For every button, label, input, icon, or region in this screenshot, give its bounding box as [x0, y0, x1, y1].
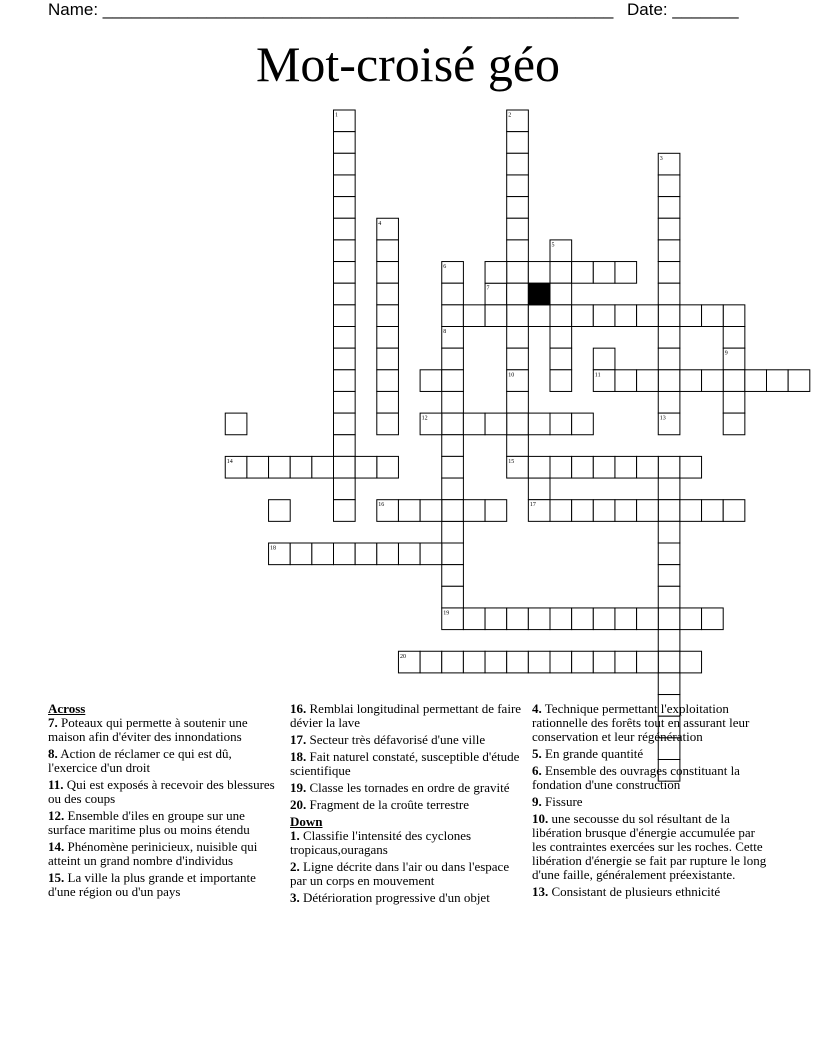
clue-item	[290, 860, 522, 888]
clue-item	[532, 885, 772, 899]
grid-cell[interactable]	[334, 413, 356, 435]
clue-number: 15.	[48, 870, 65, 885]
grid-cell[interactable]	[290, 543, 312, 565]
grid-cell[interactable]	[615, 262, 637, 284]
grid-cell[interactable]	[658, 262, 680, 284]
grid-cell[interactable]	[550, 413, 572, 435]
clue-text: Ensemble d'iles en groupe sur une surface maritime plus ou moins étendu	[48, 808, 250, 837]
clue-item	[48, 809, 280, 837]
grid-cell[interactable]	[658, 175, 680, 197]
grid-cell[interactable]	[377, 543, 399, 565]
grid-cell[interactable]	[334, 478, 356, 500]
grid-cell[interactable]	[593, 608, 615, 630]
grid-cell[interactable]	[334, 500, 356, 522]
grid-cell[interactable]	[658, 651, 680, 673]
grid-cell[interactable]	[658, 478, 680, 500]
clue-item	[48, 747, 280, 775]
grid-cell[interactable]	[377, 305, 399, 327]
grid-cell-number: 4	[378, 220, 382, 227]
clue-text: Secteur très défavorisé d'une ville	[309, 732, 486, 747]
grid-cell[interactable]	[442, 305, 464, 327]
grid-cell[interactable]	[528, 608, 550, 630]
grid-cell[interactable]	[507, 240, 529, 262]
grid-cell[interactable]	[615, 456, 637, 478]
grid-cell[interactable]	[442, 478, 464, 500]
grid-cell[interactable]	[593, 500, 615, 522]
grid-cell[interactable]	[550, 262, 572, 284]
grid-cell[interactable]	[658, 240, 680, 262]
grid-cell[interactable]	[658, 586, 680, 608]
date-field[interactable]: Date: _______	[627, 0, 739, 19]
grid-cell[interactable]	[442, 348, 464, 370]
grid-cell[interactable]	[485, 262, 507, 284]
grid-cell[interactable]	[572, 413, 594, 435]
grid-cell[interactable]	[615, 370, 637, 392]
grid-cell[interactable]	[442, 586, 464, 608]
grid-cell[interactable]	[550, 327, 572, 349]
clue-item	[532, 702, 772, 744]
clue-number: 18.	[290, 749, 307, 764]
grid-cell-number: 1	[335, 112, 338, 119]
grid-cell[interactable]	[615, 500, 637, 522]
clue-item	[290, 798, 522, 812]
grid-cell[interactable]	[507, 262, 529, 284]
clue-number: 1.	[290, 828, 300, 843]
grid-cell-number: 6	[443, 264, 447, 271]
grid-cell[interactable]	[658, 500, 680, 522]
grid-cell-number: 7	[486, 285, 490, 292]
grid-cell[interactable]	[442, 370, 464, 392]
grid-cell[interactable]	[593, 651, 615, 673]
clue-item	[290, 702, 522, 730]
clue-text: Qui est exposés à recevoir des blessures ou des coups	[48, 777, 275, 806]
clue-number: 10.	[532, 811, 549, 826]
grid-cell[interactable]	[507, 283, 529, 305]
grid-cell[interactable]	[507, 348, 529, 370]
clues-column-1	[48, 702, 280, 902]
grid-cell[interactable]	[788, 370, 810, 392]
grid-cell[interactable]	[528, 478, 550, 500]
grid-cell[interactable]	[658, 391, 680, 413]
clue-text: Fissure	[545, 794, 583, 809]
grid-cell[interactable]	[377, 370, 399, 392]
grid-cell[interactable]	[442, 543, 464, 565]
grid-cell[interactable]	[334, 175, 356, 197]
clue-text: Classe les tornades en ordre de gravité	[309, 780, 510, 795]
grid-cell[interactable]	[485, 608, 507, 630]
grid-cell-number: 20	[399, 653, 406, 660]
clue-number: 4.	[532, 701, 542, 716]
grid-cell[interactable]	[550, 348, 572, 370]
grid-cell-number: 18	[270, 545, 277, 552]
grid-cell[interactable]	[528, 651, 550, 673]
clue-item	[290, 733, 522, 747]
grid-cell[interactable]	[593, 348, 615, 370]
grid-cell[interactable]	[463, 413, 485, 435]
clue-number: 14.	[48, 839, 65, 854]
grid-cell-number: 9	[724, 350, 728, 357]
grid-cell[interactable]	[420, 651, 442, 673]
grid-cell-number: 11	[594, 372, 601, 379]
grid-cell[interactable]	[658, 565, 680, 587]
grid-cell[interactable]	[334, 327, 356, 349]
clue-item	[290, 750, 522, 778]
clue-text: Fait naturel constaté, susceptible d'étude scientifique	[290, 749, 520, 778]
across-heading: Across	[48, 701, 86, 716]
grid-cell[interactable]	[377, 391, 399, 413]
clue-text: Remblai longitudinal permettant de faire dévier la lave	[290, 701, 522, 730]
grid-cell[interactable]	[334, 435, 356, 457]
grid-cell[interactable]	[442, 283, 464, 305]
clue-item	[48, 840, 280, 868]
grid-cell[interactable]	[312, 456, 334, 478]
grid-cell[interactable]	[528, 305, 550, 327]
clue-item	[532, 747, 772, 761]
clue-number: 11.	[48, 777, 64, 792]
clue-item	[532, 812, 772, 882]
grid-cell[interactable]	[615, 651, 637, 673]
grid-cell-number: 12	[421, 415, 428, 422]
clue-item	[290, 829, 522, 857]
grid-cell[interactable]	[658, 543, 680, 565]
grid-cell[interactable]	[572, 651, 594, 673]
grid-cell[interactable]	[615, 305, 637, 327]
grid-cell[interactable]	[680, 651, 702, 673]
grid-cell-black	[528, 283, 550, 305]
grid-cell[interactable]	[572, 608, 594, 630]
clue-number: 13.	[532, 884, 549, 899]
clue-number: 16.	[290, 701, 307, 716]
grid-cell[interactable]	[334, 240, 356, 262]
grid-cell[interactable]	[442, 456, 464, 478]
grid-cell[interactable]	[658, 283, 680, 305]
clue-number: 17.	[290, 732, 307, 747]
grid-cell[interactable]	[334, 456, 356, 478]
clue-item	[48, 871, 280, 899]
grid-cell[interactable]	[593, 456, 615, 478]
grid-cell-number: 5	[551, 242, 555, 249]
grid-cell[interactable]	[442, 413, 464, 435]
grid-cell[interactable]	[658, 197, 680, 219]
grid-cell[interactable]	[442, 565, 464, 587]
grid-cell[interactable]	[615, 608, 637, 630]
grid-cell[interactable]	[507, 175, 529, 197]
clue-number: 9.	[532, 794, 542, 809]
grid-cell[interactable]	[355, 543, 377, 565]
grid-cell-number: 14	[226, 458, 233, 465]
clue-number: 8.	[48, 746, 58, 761]
grid-cell[interactable]	[572, 456, 594, 478]
grid-cell[interactable]	[442, 651, 464, 673]
grid-cell[interactable]	[658, 456, 680, 478]
grid-cell[interactable]	[723, 370, 745, 392]
grid-cell[interactable]	[658, 630, 680, 652]
grid-cell[interactable]	[225, 413, 247, 435]
clue-item	[532, 764, 772, 792]
grid-cell-number: 16	[378, 502, 385, 509]
clue-number: 19.	[290, 780, 307, 795]
grid-cell[interactable]	[507, 413, 529, 435]
grid-cell[interactable]	[528, 413, 550, 435]
grid-cell-number: 10	[508, 372, 515, 379]
grid-cell[interactable]	[550, 456, 572, 478]
clue-number: 3.	[290, 890, 300, 905]
grid-cell[interactable]	[637, 608, 659, 630]
clue-text: Ligne décrite dans l'air ou dans l'espace par un corps en mouvement	[290, 859, 510, 888]
grid-cell[interactable]	[377, 262, 399, 284]
clue-number: 12.	[48, 808, 65, 823]
down-heading: Down	[290, 814, 323, 829]
grid-cell[interactable]	[463, 305, 485, 327]
grid-cell[interactable]	[247, 456, 269, 478]
clue-number: 2.	[290, 859, 300, 874]
clue-item	[290, 781, 522, 795]
grid-cell[interactable]	[637, 305, 659, 327]
grid-cell-number: 2	[508, 112, 512, 119]
grid-cell[interactable]	[723, 305, 745, 327]
grid-cell[interactable]	[680, 370, 702, 392]
grid-cell[interactable]	[377, 283, 399, 305]
grid-cell[interactable]	[463, 608, 485, 630]
grid-cell[interactable]	[658, 521, 680, 543]
clue-text: Détérioration progressive d'un objet	[303, 890, 490, 905]
grid-cell[interactable]	[334, 370, 356, 392]
grid-cell-number: 19	[443, 610, 450, 617]
grid-cell-number: 15	[508, 458, 515, 465]
grid-cell[interactable]	[442, 435, 464, 457]
grid-cell[interactable]	[637, 456, 659, 478]
clue-text: Action de réclamer ce qui est dû, l'exercice d'un droit	[48, 746, 232, 775]
grid-cell[interactable]	[723, 413, 745, 435]
grid-cell[interactable]	[507, 435, 529, 457]
grid-cell[interactable]	[637, 651, 659, 673]
grid-cell[interactable]	[485, 305, 507, 327]
grid-cell[interactable]	[723, 391, 745, 413]
grid-cell[interactable]	[377, 456, 399, 478]
grid-cell[interactable]	[550, 283, 572, 305]
grid-cell[interactable]	[767, 370, 789, 392]
grid-cell[interactable]	[334, 305, 356, 327]
grid-cell[interactable]	[377, 348, 399, 370]
grid-cell[interactable]	[507, 197, 529, 219]
grid-cell[interactable]	[334, 197, 356, 219]
grid-cell[interactable]	[377, 240, 399, 262]
grid-cell-number: 3	[659, 155, 663, 162]
grid-cell[interactable]	[550, 370, 572, 392]
grid-cell[interactable]	[398, 500, 420, 522]
grid-cell[interactable]	[507, 608, 529, 630]
grid-cell[interactable]	[269, 456, 291, 478]
grid-cell[interactable]	[572, 262, 594, 284]
grid-cell[interactable]	[269, 500, 291, 522]
clue-item	[532, 795, 772, 809]
grid-cell[interactable]	[528, 456, 550, 478]
grid-cell[interactable]	[550, 651, 572, 673]
grid-cell[interactable]	[420, 543, 442, 565]
grid-cell[interactable]	[550, 608, 572, 630]
grid-cell[interactable]	[680, 500, 702, 522]
grid-cell[interactable]	[334, 283, 356, 305]
grid-cell[interactable]	[442, 391, 464, 413]
clues-column-3	[532, 702, 772, 902]
grid-cell[interactable]	[658, 327, 680, 349]
clue-text: Consistant de plusieurs ethnicité	[551, 884, 721, 899]
clue-number: 5.	[532, 746, 542, 761]
grid-cell[interactable]	[420, 500, 442, 522]
grid-cell[interactable]	[528, 262, 550, 284]
clue-number: 7.	[48, 715, 58, 730]
grid-cell[interactable]	[637, 370, 659, 392]
grid-cell[interactable]	[485, 413, 507, 435]
grid-cell[interactable]	[485, 500, 507, 522]
grid-cell[interactable]	[572, 500, 594, 522]
clue-text: Technique permettant l'exploitation rationnelle des forêts tout en assurant leur conservation et leur régénération	[532, 701, 750, 744]
grid-cell[interactable]	[334, 543, 356, 565]
grid-cell[interactable]	[442, 500, 464, 522]
grid-cell[interactable]	[398, 543, 420, 565]
clue-text: Ensemble des ouvrages constituant la fondation d'une construction	[532, 763, 740, 792]
grid-cell[interactable]	[723, 500, 745, 522]
grid-cell[interactable]	[485, 651, 507, 673]
clue-number: 6.	[532, 763, 542, 778]
grid-cell[interactable]	[334, 153, 356, 175]
grid-cell[interactable]	[593, 262, 615, 284]
grid-cell[interactable]	[312, 543, 334, 565]
grid-cell[interactable]	[658, 305, 680, 327]
grid-cell[interactable]	[702, 305, 724, 327]
clue-number: 20.	[290, 797, 307, 812]
grid-cell[interactable]	[658, 608, 680, 630]
grid-cell[interactable]	[334, 348, 356, 370]
grid-cell[interactable]	[377, 327, 399, 349]
grid-cell-number: 8	[443, 329, 447, 335]
clue-text: une secousse du sol résultant de la libération brusque d'énergie accumulée par les contraintes exercées sur les roches. Cette libération d'énergie se fait par rupture le long d'une faille, généralement préexistante.	[532, 811, 767, 882]
grid-cell[interactable]	[507, 391, 529, 413]
clue-item	[48, 716, 280, 744]
grid-cell[interactable]	[507, 153, 529, 175]
clue-text: Poteaux qui permette à soutenir une maison afin d'éviter des innondations	[48, 715, 248, 744]
clue-item	[48, 778, 280, 806]
grid-cell[interactable]	[334, 132, 356, 154]
grid-cell[interactable]	[355, 456, 377, 478]
grid-cell[interactable]	[507, 651, 529, 673]
clue-text: La ville la plus grande et importante d'une région ou d'un pays	[48, 870, 256, 899]
clue-text: En grande quantité	[545, 746, 644, 761]
grid-cell[interactable]	[702, 370, 724, 392]
clues-column-2	[290, 702, 522, 908]
grid-cell[interactable]	[658, 673, 680, 695]
grid-cell[interactable]	[334, 391, 356, 413]
clue-text: Classifie l'intensité des cyclones tropicaus,ouragans	[290, 828, 472, 857]
grid-cell[interactable]	[702, 500, 724, 522]
grid-cell[interactable]	[334, 262, 356, 284]
grid-cell[interactable]	[745, 370, 767, 392]
page-title: Mot-croisé géo	[255, 36, 561, 92]
grid-cell[interactable]	[658, 370, 680, 392]
grid-cell[interactable]	[290, 456, 312, 478]
grid-cell[interactable]	[680, 608, 702, 630]
clue-text: Phénomène perinicieux, nuisible qui atteint un grand nombre d'individus	[48, 839, 258, 868]
grid-cell[interactable]	[442, 521, 464, 543]
grid-cell[interactable]	[420, 370, 442, 392]
grid-cell[interactable]	[463, 651, 485, 673]
grid-cell[interactable]	[637, 500, 659, 522]
name-field[interactable]: Name: ______________________________________________________	[48, 0, 614, 19]
grid-cell-number: 17	[529, 502, 536, 509]
grid-cell[interactable]	[507, 305, 529, 327]
grid-cell[interactable]	[723, 327, 745, 349]
grid-cell[interactable]	[658, 218, 680, 240]
grid-cell[interactable]	[507, 218, 529, 240]
grid-cell[interactable]	[702, 608, 724, 630]
grid-cell[interactable]	[377, 413, 399, 435]
grid-cell[interactable]	[463, 500, 485, 522]
grid-cell-number: 13	[659, 415, 666, 422]
clue-item	[290, 891, 522, 905]
clue-text: Fragment de la croûte terrestre	[309, 797, 470, 812]
grid-cell[interactable]	[550, 305, 572, 327]
grid-cell[interactable]	[680, 456, 702, 478]
grid-cell[interactable]	[550, 500, 572, 522]
grid-cell[interactable]	[658, 348, 680, 370]
grid-cell[interactable]	[334, 218, 356, 240]
grid-cell[interactable]	[507, 132, 529, 154]
grid-cell[interactable]	[680, 305, 702, 327]
grid-cell[interactable]	[507, 327, 529, 349]
grid-cell[interactable]	[572, 305, 594, 327]
grid-cell[interactable]	[593, 305, 615, 327]
